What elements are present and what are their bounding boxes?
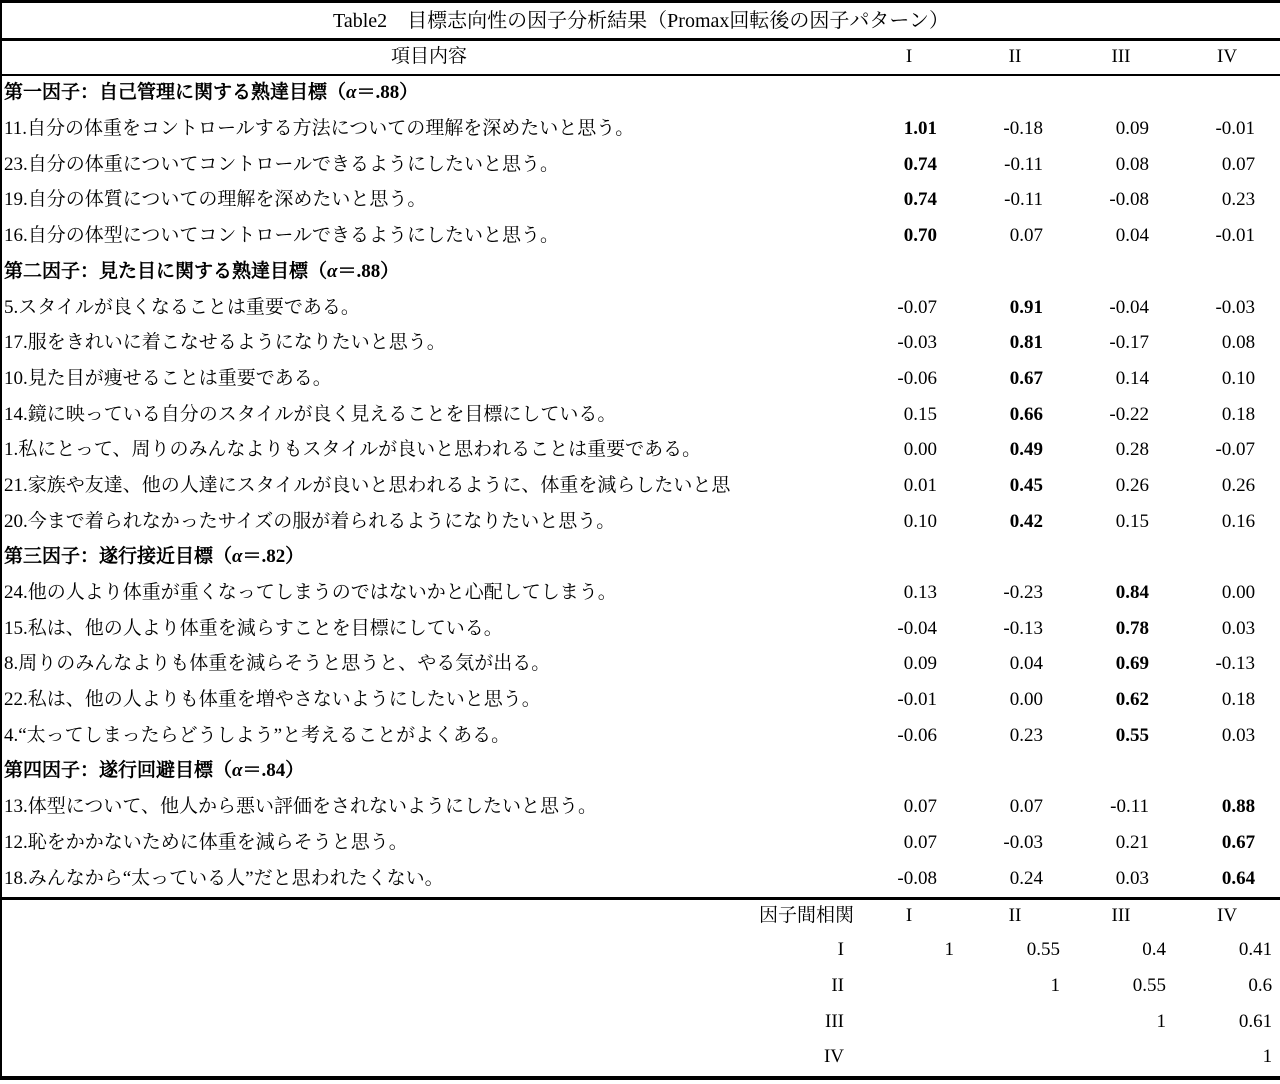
column-header-row bbox=[1, 40, 1280, 76]
alpha-symbol: α bbox=[327, 260, 338, 282]
loading-value-cell: 0.66 bbox=[1009, 403, 1043, 425]
loading-value-cell: 1.01 bbox=[903, 118, 937, 140]
loading-value-cell: 0.04 bbox=[1009, 653, 1043, 675]
loading-value-cell: -0.08 bbox=[1109, 189, 1149, 211]
correlation-value-cell: 1 bbox=[944, 939, 954, 961]
alpha-symbol: α bbox=[346, 82, 357, 104]
correlation-row-label: II bbox=[831, 974, 844, 996]
loading-value-cell: -0.06 bbox=[897, 724, 937, 746]
factor-1-header: I bbox=[856, 40, 962, 76]
loading-value-cell: -0.11 bbox=[1004, 153, 1043, 175]
item-text-cell: 24.他の人より体重が重くなってしまうのではないかと心配してしまう。 bbox=[4, 582, 617, 604]
loading-value-cell: -0.06 bbox=[897, 367, 937, 389]
loading-value-cell: 0.23 bbox=[1009, 724, 1043, 746]
correlation-value-cell: 0.41 bbox=[1238, 939, 1273, 961]
loading-value-cell: -0.03 bbox=[1215, 296, 1256, 318]
loading-value-cell: 0.00 bbox=[903, 439, 937, 461]
factor-4-header: IV bbox=[1174, 40, 1280, 76]
loading-value-cell: -0.22 bbox=[1109, 403, 1149, 425]
loading-value-cell: 0.23 bbox=[1221, 189, 1256, 211]
item-text-cell: 23.自分の体重についてコントロールできるようにしたいと思う。 bbox=[4, 153, 559, 175]
loading-value-cell: 0.07 bbox=[1009, 796, 1043, 818]
loading-value-cell: 0.07 bbox=[903, 796, 937, 818]
correlation-row-label: IV bbox=[823, 1046, 844, 1068]
table-row bbox=[1, 183, 1280, 219]
correlation-row-label: III bbox=[825, 1010, 844, 1032]
correlation-section bbox=[1, 898, 1280, 933]
loading-value-cell: 0.88 bbox=[1221, 796, 1256, 818]
correlation-value-cell bbox=[856, 969, 962, 1005]
table-row bbox=[1, 397, 1280, 433]
loading-value-cell: 0.26 bbox=[1221, 474, 1256, 496]
item-text-cell: 10.見た目が痩せることは重要である。 bbox=[4, 367, 332, 389]
loading-value-cell: 0.69 bbox=[1115, 653, 1149, 675]
correlation-value-cell: 0.55 bbox=[1132, 974, 1166, 996]
factor-section-heading bbox=[1, 75, 1280, 112]
loading-value-cell: 0.03 bbox=[1221, 724, 1256, 746]
loading-value-cell: 0.67 bbox=[1009, 367, 1043, 389]
loading-value-cell: -0.08 bbox=[897, 867, 937, 889]
loading-value-cell: 0.81 bbox=[1009, 332, 1043, 354]
loading-value-cell: 0.03 bbox=[1115, 867, 1149, 889]
section-alpha-value: ＝.84） bbox=[242, 760, 305, 782]
item-text-cell: 15.私は、他の人より体重を減らすことを目標にしている。 bbox=[4, 617, 503, 639]
section-heading-text: 第二因子：見た目に関する熟達目標（ bbox=[4, 260, 328, 282]
correlation-value-cell bbox=[856, 1004, 962, 1040]
correlation-row bbox=[1, 969, 1280, 1005]
loading-value-cell: 0.18 bbox=[1221, 403, 1256, 425]
correlation-header-row bbox=[1, 898, 1280, 933]
loading-value-cell: 0.49 bbox=[1009, 439, 1043, 461]
table-row bbox=[1, 219, 1280, 255]
loading-value-cell: -0.18 bbox=[1003, 118, 1043, 140]
section-alpha-value: ＝.82） bbox=[242, 546, 305, 568]
correlation-row-label: I bbox=[837, 939, 844, 961]
correlation-col-1-header: I bbox=[856, 898, 962, 933]
table-head-section bbox=[1, 2, 1280, 76]
correlation-value-cell: 1 bbox=[1050, 974, 1060, 996]
correlation-value-cell bbox=[962, 1004, 1068, 1040]
loading-value-cell: -0.03 bbox=[897, 332, 937, 354]
factor-section-heading bbox=[1, 540, 1280, 576]
item-text-cell: 11.自分の体重をコントロールする方法についての理解を深めたいと思う。 bbox=[4, 118, 635, 140]
item-rows-section bbox=[1, 75, 1280, 898]
table-row bbox=[1, 790, 1280, 826]
item-text-cell: 17.服をきれいに着こなせるようになりたいと思う。 bbox=[4, 332, 446, 354]
loading-value-cell: -0.17 bbox=[1109, 332, 1149, 354]
loading-value-cell: 0.15 bbox=[1115, 510, 1149, 532]
item-text-cell: 8.周りのみんなよりも体重を減らそうと思うと、やる気が出る。 bbox=[4, 653, 551, 675]
loading-value-cell: 0.28 bbox=[1115, 439, 1149, 461]
section-heading-text: 第一因子：自己管理に関する熟達目標（ bbox=[4, 82, 347, 104]
item-text-cell: 19.自分の体質についての理解を深めたいと思う。 bbox=[4, 189, 427, 211]
correlation-value-cell: 0.6 bbox=[1248, 974, 1273, 996]
loading-value-cell: -0.04 bbox=[897, 617, 937, 639]
loading-value-cell: 0.26 bbox=[1115, 474, 1149, 496]
loading-value-cell: 0.42 bbox=[1009, 510, 1043, 532]
item-text-cell: 5.スタイルが良くなることは重要である。 bbox=[4, 296, 360, 318]
loading-value-cell: 0.62 bbox=[1115, 689, 1149, 711]
loading-value-cell: 0.09 bbox=[1115, 118, 1149, 140]
item-content-header: 項目内容 bbox=[1, 40, 856, 76]
item-text-cell: 18.みんなから“太っている人”だと思われたくない。 bbox=[4, 867, 444, 889]
item-text-cell: 16.自分の体型についてコントロールできるようにしたいと思う。 bbox=[4, 225, 559, 247]
table-row bbox=[1, 290, 1280, 326]
correlation-value-cell: 0.55 bbox=[1026, 939, 1060, 961]
loading-value-cell: 0.84 bbox=[1115, 582, 1149, 604]
alpha-symbol: α bbox=[232, 546, 243, 568]
table-row bbox=[1, 611, 1280, 647]
factor-3-header: III bbox=[1068, 40, 1174, 76]
factor-section-row bbox=[1, 540, 1280, 576]
item-text-cell: 4.“太ってしまったらどうしよう”と考えることがよくある。 bbox=[4, 724, 511, 746]
section-heading-text: 第三因子：遂行接近目標（ bbox=[4, 546, 233, 568]
table-row bbox=[1, 469, 1280, 505]
item-text-cell: 22.私は、他の人よりも体重を増やさないようにしたいと思う。 bbox=[4, 689, 541, 711]
loading-value-cell: -0.03 bbox=[1003, 831, 1043, 853]
loading-value-cell: -0.07 bbox=[897, 296, 937, 318]
factor-section-row bbox=[1, 754, 1280, 790]
loading-value-cell: 0.64 bbox=[1221, 867, 1256, 889]
factor-section-row bbox=[1, 254, 1280, 290]
correlation-value-cell: 0.4 bbox=[1142, 939, 1166, 961]
loading-value-cell: 0.08 bbox=[1115, 153, 1149, 175]
loading-value-cell: 0.67 bbox=[1221, 831, 1256, 853]
section-alpha-value: ＝.88） bbox=[337, 260, 400, 282]
correlation-rows-section bbox=[1, 933, 1280, 1078]
loading-value-cell: -0.11 bbox=[1004, 189, 1043, 211]
item-text-cell: 13.体型について、他人から悪い評価をされないようにしたいと思う。 bbox=[4, 796, 597, 818]
alpha-symbol: α bbox=[232, 760, 243, 782]
item-text-cell: 12.恥をかかないために体重を減らそうと思う。 bbox=[4, 831, 408, 853]
loading-value-cell: 0.70 bbox=[903, 225, 937, 247]
table-row bbox=[1, 825, 1280, 861]
loading-value-cell: 0.03 bbox=[1221, 617, 1256, 639]
correlation-col-4-header: IV bbox=[1174, 898, 1280, 933]
loading-value-cell: 0.10 bbox=[1221, 367, 1256, 389]
loading-value-cell: -0.07 bbox=[1215, 439, 1256, 461]
table-title: Table2 目標志向性の因子分析結果（Promax回転後の因子パターン） bbox=[1, 2, 1280, 40]
loading-value-cell: -0.11 bbox=[1110, 796, 1149, 818]
loading-value-cell: 0.74 bbox=[903, 189, 937, 211]
section-alpha-value: ＝.88） bbox=[356, 82, 419, 104]
table-row bbox=[1, 647, 1280, 683]
correlation-value-cell: 1 bbox=[1156, 1010, 1166, 1032]
table-row bbox=[1, 433, 1280, 469]
factor-section-heading bbox=[1, 254, 1280, 290]
table-row bbox=[1, 147, 1280, 183]
correlation-row bbox=[1, 1004, 1280, 1040]
loading-value-cell: 0.15 bbox=[903, 403, 937, 425]
loading-value-cell: -0.13 bbox=[1215, 653, 1256, 675]
loading-value-cell: 0.01 bbox=[903, 474, 937, 496]
loading-value-cell: 0.13 bbox=[903, 582, 937, 604]
factor-section-row bbox=[1, 75, 1280, 112]
correlation-col-3-header: III bbox=[1068, 898, 1174, 933]
item-text-cell: 14.鏡に映っている自分のスタイルが良く見えることを目標にしている。 bbox=[4, 403, 617, 425]
loading-value-cell: 0.07 bbox=[903, 831, 937, 853]
item-text-cell: 21.家族や友達、他の人達にスタイルが良いと思われるように、体重を減らしたいと思 bbox=[4, 474, 731, 496]
loading-value-cell: 0.09 bbox=[903, 653, 937, 675]
loading-value-cell: -0.01 bbox=[897, 689, 937, 711]
correlation-value-cell bbox=[856, 1040, 962, 1078]
loading-value-cell: 0.10 bbox=[903, 510, 937, 532]
correlation-value-cell: 1 bbox=[1262, 1046, 1273, 1068]
loading-value-cell: -0.13 bbox=[1003, 617, 1043, 639]
table-row bbox=[1, 326, 1280, 362]
loading-value-cell: 0.78 bbox=[1115, 617, 1149, 639]
table-row bbox=[1, 112, 1280, 148]
loading-value-cell: 0.55 bbox=[1115, 724, 1149, 746]
loading-value-cell: 0.18 bbox=[1221, 689, 1256, 711]
table-row bbox=[1, 683, 1280, 719]
correlation-row bbox=[1, 1040, 1280, 1078]
loading-value-cell: 0.74 bbox=[903, 153, 937, 175]
loading-value-cell: 0.24 bbox=[1009, 867, 1043, 889]
correlation-value-cell: 0.61 bbox=[1238, 1010, 1273, 1032]
loading-value-cell: 0.08 bbox=[1221, 332, 1256, 354]
loading-value-cell: -0.23 bbox=[1003, 582, 1043, 604]
table-row bbox=[1, 362, 1280, 398]
correlation-label: 因子間相関 bbox=[1, 898, 856, 933]
loading-value-cell: 0.00 bbox=[1009, 689, 1043, 711]
loading-value-cell: 0.00 bbox=[1221, 582, 1256, 604]
factor-section-heading bbox=[1, 754, 1280, 790]
item-text-cell: 1.私にとって、周りのみんなよりもスタイルが良いと思われることは重要である。 bbox=[4, 439, 702, 461]
table-row bbox=[1, 718, 1280, 754]
loading-value-cell: 0.04 bbox=[1115, 225, 1149, 247]
table-row bbox=[1, 504, 1280, 540]
table-title-row bbox=[1, 2, 1280, 40]
loading-value-cell: 0.07 bbox=[1009, 225, 1043, 247]
loading-value-cell: -0.01 bbox=[1215, 225, 1256, 247]
loading-value-cell: 0.45 bbox=[1009, 474, 1043, 496]
correlation-value-cell bbox=[1068, 1040, 1174, 1078]
loading-value-cell: 0.21 bbox=[1115, 831, 1149, 853]
loading-value-cell: 0.16 bbox=[1221, 510, 1256, 532]
factor-2-header: II bbox=[962, 40, 1068, 76]
correlation-row bbox=[1, 933, 1280, 969]
correlation-col-2-header: II bbox=[962, 898, 1068, 933]
section-heading-text: 第四因子：遂行回避目標（ bbox=[4, 760, 233, 782]
loading-value-cell: -0.01 bbox=[1215, 118, 1256, 140]
correlation-value-cell bbox=[962, 1040, 1068, 1078]
item-text-cell: 20.今まで着られなかったサイズの服が着られるようになりたいと思う。 bbox=[4, 510, 616, 532]
loading-value-cell: -0.04 bbox=[1109, 296, 1149, 318]
loading-value-cell: 0.14 bbox=[1115, 367, 1149, 389]
table-row bbox=[1, 576, 1280, 612]
loading-value-cell: 0.07 bbox=[1221, 153, 1256, 175]
table-row bbox=[1, 861, 1280, 898]
loading-value-cell: 0.91 bbox=[1009, 296, 1043, 318]
